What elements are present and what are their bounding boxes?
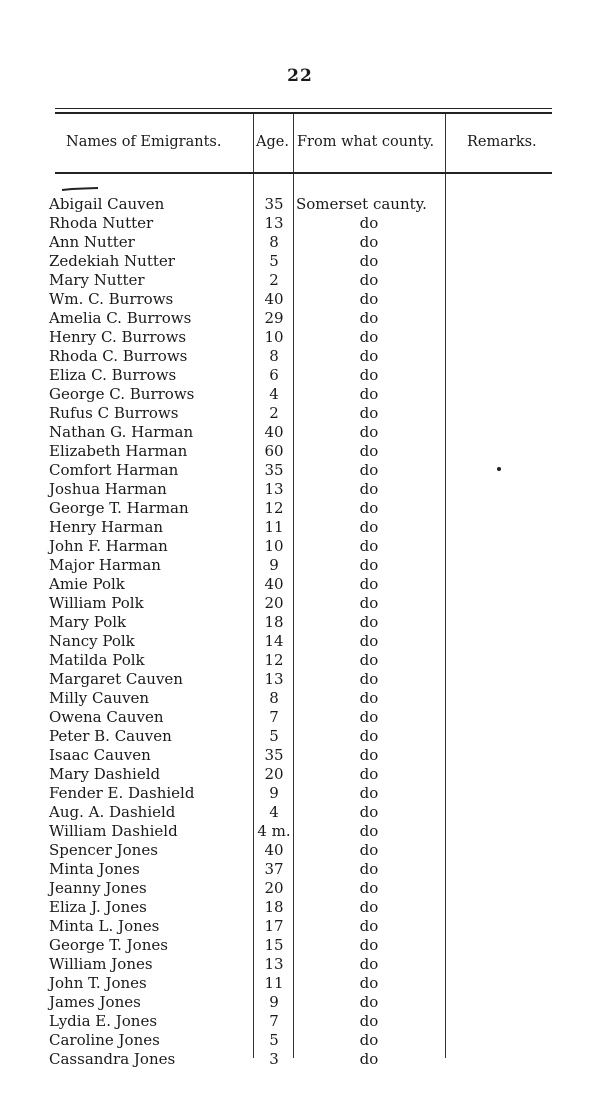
emigrant-county: do — [359, 993, 379, 1011]
emigrant-name: Nancy Polk — [49, 632, 135, 650]
emigrant-name: Minta L. Jones — [49, 917, 160, 935]
emigrant-county: do — [359, 727, 379, 745]
emigrant-name: Mary Polk — [49, 613, 127, 631]
emigrant-name: William Dashield — [49, 822, 178, 840]
emigrant-name: Elizabeth Harman — [49, 442, 188, 460]
table-row — [0, 632, 600, 651]
emigrant-name: Zedekiah Nutter — [49, 252, 175, 270]
emigrant-name: Ann Nutter — [49, 233, 135, 251]
emigrant-age: 8 — [269, 689, 279, 707]
emigrant-county: do — [359, 613, 379, 631]
table-row — [0, 423, 600, 442]
table-row — [0, 670, 600, 689]
emigrant-county: do — [359, 841, 379, 859]
emigrant-county: do — [359, 290, 379, 308]
emigrant-name: Henry C. Burrows — [49, 328, 187, 346]
emigrant-county: do — [359, 936, 379, 954]
emigrant-name: George T. Harman — [49, 499, 189, 517]
emigrant-name: Henry Harman — [49, 518, 164, 536]
table-row — [0, 309, 600, 328]
table-row — [0, 993, 600, 1012]
emigrant-name: Matilda Polk — [49, 651, 145, 669]
emigrant-age: 60 — [264, 442, 284, 460]
emigrant-name: Aug. A. Dashield — [49, 803, 176, 821]
emigrant-age: 13 — [264, 670, 284, 688]
emigrant-age: 5 — [269, 1031, 279, 1049]
table-row — [0, 765, 600, 784]
emigrant-county: do — [359, 955, 379, 973]
emigrant-age: 35 — [264, 195, 284, 213]
table-row — [0, 613, 600, 632]
emigrant-age: 4 m. — [257, 822, 291, 840]
emigrant-county: do — [359, 347, 379, 365]
table-row — [0, 651, 600, 670]
emigrant-county: do — [359, 803, 379, 821]
table-row — [0, 290, 600, 309]
emigrant-county: do — [359, 651, 379, 669]
emigrant-name: Rhoda Nutter — [49, 214, 154, 232]
emigrant-county: do — [359, 917, 379, 935]
emigrant-name: Margaret Cauven — [49, 670, 183, 688]
emigrant-name: Lydia E. Jones — [49, 1012, 158, 1030]
emigrant-county: do — [359, 708, 379, 726]
table-row — [0, 252, 600, 271]
emigrant-age: 37 — [264, 860, 284, 878]
emigrant-name: James Jones — [49, 993, 141, 1011]
table-row — [0, 708, 600, 727]
emigrant-county: do — [359, 765, 379, 783]
emigrant-county: do — [359, 746, 379, 764]
emigrant-name: William Jones — [49, 955, 153, 973]
emigrant-county: do — [359, 822, 379, 840]
emigrant-age: 13 — [264, 480, 284, 498]
table-row — [0, 518, 600, 537]
table-row — [0, 727, 600, 746]
emigrant-name: Caroline Jones — [49, 1031, 160, 1049]
emigrant-county: do — [359, 518, 379, 536]
table-row — [0, 556, 600, 575]
emigrant-age: 9 — [269, 993, 279, 1011]
emigrant-name: Abigail Cauven — [49, 195, 165, 213]
emigrant-name: Owena Cauven — [49, 708, 164, 726]
emigrant-county: do — [359, 689, 379, 707]
table-row — [0, 537, 600, 556]
header-underline — [55, 172, 552, 174]
emigrant-name: William Polk — [49, 594, 144, 612]
emigrant-age: 8 — [269, 233, 279, 251]
emigrant-age: 12 — [264, 651, 284, 669]
table-row — [0, 917, 600, 936]
table-row — [0, 841, 600, 860]
emigrant-age: 7 — [269, 708, 279, 726]
emigrant-county: do — [359, 442, 379, 460]
table-row — [0, 461, 600, 480]
emigrant-age: 3 — [269, 1050, 279, 1068]
emigrant-county: do — [359, 1031, 379, 1049]
emigrant-county: do — [359, 461, 379, 479]
table-row — [0, 328, 600, 347]
emigrant-county: do — [359, 879, 379, 897]
emigrant-name: Mary Dashield — [49, 765, 161, 783]
table-row — [0, 955, 600, 974]
emigrant-age: 29 — [264, 309, 284, 327]
emigrant-name: Comfort Harman — [49, 461, 179, 479]
header-names: Names of Emigrants. — [66, 134, 222, 150]
emigrant-age: 15 — [264, 936, 284, 954]
emigrant-name: Eliza C. Burrows — [49, 366, 177, 384]
emigrant-age: 4 — [269, 803, 279, 821]
emigrant-county: do — [359, 632, 379, 650]
emigrant-county: do — [359, 366, 379, 384]
ink-smudge-mark — [60, 187, 100, 191]
page-number: 22 — [287, 66, 313, 86]
header-age: Age. — [256, 134, 289, 150]
emigrant-county: do — [359, 898, 379, 916]
emigrant-age: 20 — [264, 879, 284, 897]
emigrant-county: do — [359, 214, 379, 232]
table-row — [0, 480, 600, 499]
emigrant-county: do — [359, 252, 379, 270]
emigrant-age: 13 — [264, 955, 284, 973]
emigrant-county: do — [359, 480, 379, 498]
table-row — [0, 936, 600, 955]
emigrant-name: George T. Jones — [49, 936, 168, 954]
emigrant-age: 13 — [264, 214, 284, 232]
top-double-rule — [55, 112, 552, 114]
top-rule — [55, 108, 552, 109]
emigrant-name: John T. Jones — [49, 974, 147, 992]
emigrant-age: 20 — [264, 594, 284, 612]
table-row — [0, 271, 600, 290]
emigrant-county: do — [359, 423, 379, 441]
emigrant-age: 40 — [264, 575, 284, 593]
emigrant-age: 35 — [264, 461, 284, 479]
emigrant-age: 9 — [269, 784, 279, 802]
emigrant-county: do — [359, 594, 379, 612]
emigrant-age: 18 — [264, 613, 284, 631]
table-row — [0, 898, 600, 917]
emigrant-county: do — [359, 537, 379, 555]
header-county: From what county. — [297, 134, 435, 150]
emigrant-name: Cassandra Jones — [49, 1050, 176, 1068]
emigrant-age: 8 — [269, 347, 279, 365]
emigrant-age: 9 — [269, 556, 279, 574]
table-row — [0, 746, 600, 765]
emigrant-county: do — [359, 974, 379, 992]
emigrant-name: Joshua Harman — [49, 480, 167, 498]
header-remarks: Remarks. — [467, 134, 537, 150]
emigrant-county: Somerset caunty. — [296, 195, 427, 213]
table-row — [0, 803, 600, 822]
emigrant-county: do — [359, 385, 379, 403]
emigrant-county: do — [359, 784, 379, 802]
emigrant-age: 17 — [264, 917, 284, 935]
emigrant-county: do — [359, 404, 379, 422]
emigrant-age: 14 — [264, 632, 284, 650]
table-row — [0, 784, 600, 803]
table-row — [0, 594, 600, 613]
emigrant-name: Amelia C. Burrows — [49, 309, 192, 327]
emigrant-name: Peter B. Cauven — [49, 727, 172, 745]
emigrant-county: do — [359, 1012, 379, 1030]
emigrant-age: 40 — [264, 423, 284, 441]
emigrant-name: Minta Jones — [49, 860, 140, 878]
emigrant-age: 20 — [264, 765, 284, 783]
emigrant-name: Rufus C Burrows — [49, 404, 179, 422]
emigrant-age: 6 — [269, 366, 279, 384]
table-row — [0, 442, 600, 461]
emigrant-name: Rhoda C. Burrows — [49, 347, 188, 365]
table-row — [0, 499, 600, 518]
table-row — [0, 195, 600, 214]
emigrant-age: 10 — [264, 537, 284, 555]
table-row — [0, 879, 600, 898]
emigrant-age: 40 — [264, 290, 284, 308]
emigrant-county: do — [359, 670, 379, 688]
table-row — [0, 233, 600, 252]
table-row — [0, 366, 600, 385]
table-row — [0, 385, 600, 404]
emigrant-age: 4 — [269, 385, 279, 403]
emigrants-table-body — [0, 195, 600, 1069]
emigrant-name: Mary Nutter — [49, 271, 145, 289]
table-row — [0, 347, 600, 366]
emigrant-name: Jeanny Jones — [49, 879, 147, 897]
emigrant-age: 35 — [264, 746, 284, 764]
emigrant-age: 5 — [269, 727, 279, 745]
table-row — [0, 1050, 600, 1069]
emigrant-age: 7 — [269, 1012, 279, 1030]
emigrant-age: 2 — [269, 271, 279, 289]
emigrant-age: 18 — [264, 898, 284, 916]
emigrant-age: 11 — [264, 518, 284, 536]
emigrant-county: do — [359, 233, 379, 251]
emigrant-county: do — [359, 328, 379, 346]
emigrant-county: do — [359, 271, 379, 289]
emigrant-name: Wm. C. Burrows — [49, 290, 174, 308]
emigrant-age: 10 — [264, 328, 284, 346]
emigrant-name: Nathan G. Harman — [49, 423, 194, 441]
emigrant-name: George C. Burrows — [49, 385, 195, 403]
emigrant-name: Spencer Jones — [49, 841, 158, 859]
emigrant-age: 11 — [264, 974, 284, 992]
table-row — [0, 1012, 600, 1031]
emigrant-name: Milly Cauven — [49, 689, 150, 707]
emigrant-county: do — [359, 1050, 379, 1068]
emigrant-age: 12 — [264, 499, 284, 517]
table-row — [0, 1031, 600, 1050]
table-row — [0, 404, 600, 423]
emigrant-name: Amie Polk — [49, 575, 125, 593]
table-row — [0, 214, 600, 233]
emigrant-name: John F. Harman — [49, 537, 168, 555]
emigrant-county: do — [359, 860, 379, 878]
emigrant-county: do — [359, 575, 379, 593]
table-row — [0, 860, 600, 879]
emigrant-age: 5 — [269, 252, 279, 270]
emigrant-county: do — [359, 309, 379, 327]
emigrant-county: do — [359, 556, 379, 574]
emigrant-name: Major Harman — [49, 556, 161, 574]
table-row — [0, 822, 600, 841]
emigrant-name: Fender E. Dashield — [49, 784, 195, 802]
table-row — [0, 575, 600, 594]
emigrant-age: 2 — [269, 404, 279, 422]
emigrant-county: do — [359, 499, 379, 517]
table-row — [0, 689, 600, 708]
table-row — [0, 974, 600, 993]
emigrant-age: 40 — [264, 841, 284, 859]
emigrant-name: Isaac Cauven — [49, 746, 151, 764]
emigrant-name: Eliza J. Jones — [49, 898, 147, 916]
